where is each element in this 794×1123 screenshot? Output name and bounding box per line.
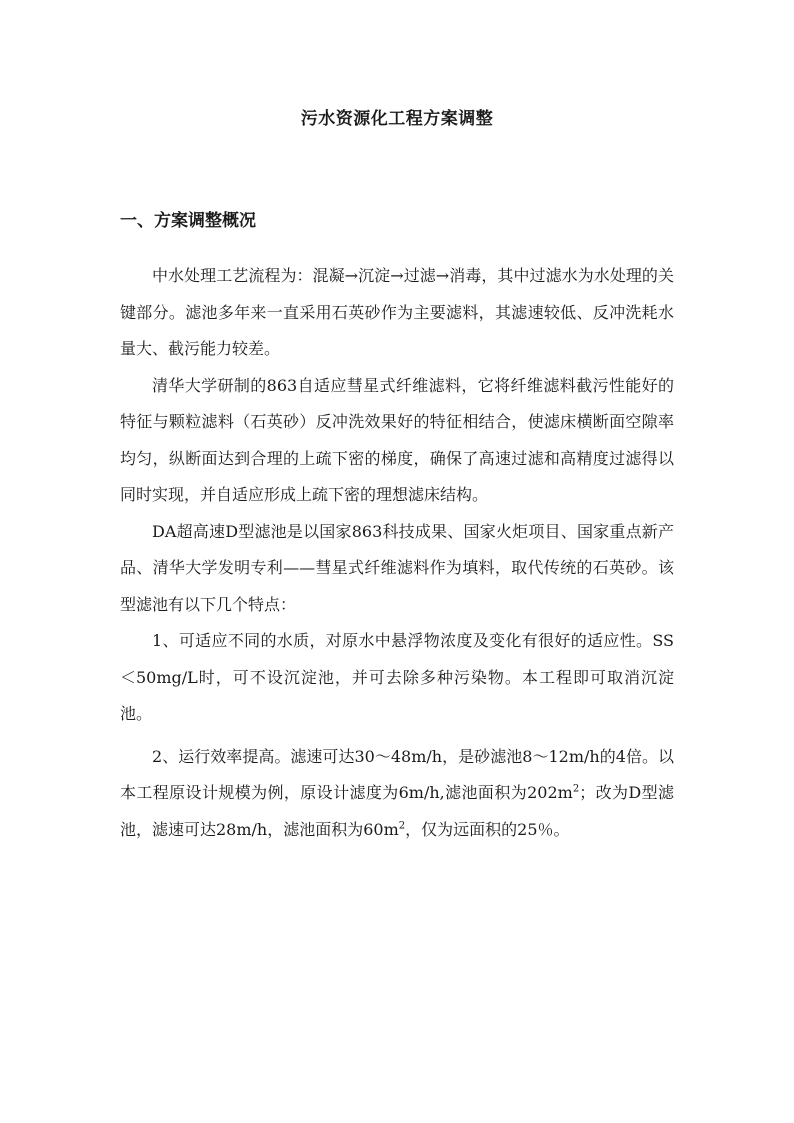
paragraph-fiber-filter: 清华大学研制的863自适应彗星式纤维滤料，它将纤维滤料截污性能好的特征与颗粒滤料（石英砂）反冲洗效果好的特征相结合，使滤床横断面空隙率均匀，纵断面达到合理的上疏下密的梯度，确保了高速过滤和高精度过滤得以同时实现，并自适应形成上疏下密的理想滤床结构。 — [120, 375, 674, 504]
feature-2-part3: ，仅为远面积的25％。 — [405, 819, 570, 839]
paragraph-process-flow: 中水处理工艺流程为：混凝→沉淀→过滤→消毒，其中过滤水为水处理的关键部分。滤池多年来一直采用石英砂作为主要滤料，其滤速较低、反冲洗耗水量大、截污能力较差。 — [120, 266, 674, 358]
paragraph-feature-2 — [120, 739, 674, 849]
feature-2-part1: 2、运行效率提高。滤速可达30～48m/h，是砂滤池8～12m/h的4倍。以本工程原设计规模为例，原设计滤度为6m/h,滤池面积为202m — [120, 746, 674, 802]
document-body — [120, 258, 674, 848]
document-title: 污水资源化工程方案调整 — [300, 109, 494, 129]
paragraph-feature-1: 1、可适应不同的水质，对原水中悬浮物浓度及变化有很好的适应性。SS＜50mg/L时，可不设沉淀池，并可去除多种污染物。本工程即可取消沉淀池。 — [120, 631, 674, 723]
section-heading: 一、方案调整概况 — [120, 211, 256, 231]
superscript-square: 2 — [572, 783, 580, 795]
feature-2-part2: ；改为D型滤池，滤速可达28m/h，滤池面积为60m — [120, 783, 674, 839]
paragraph-d-type-filter: DA超高速D型滤池是以国家863科技成果、国家火炬项目、国家重点新产品、清华大学发明专利——彗星式纤维滤料作为填料，取代传统的石英砂。该型滤池有以下几个特点： — [120, 521, 674, 614]
superscript-square: 2 — [398, 820, 406, 832]
